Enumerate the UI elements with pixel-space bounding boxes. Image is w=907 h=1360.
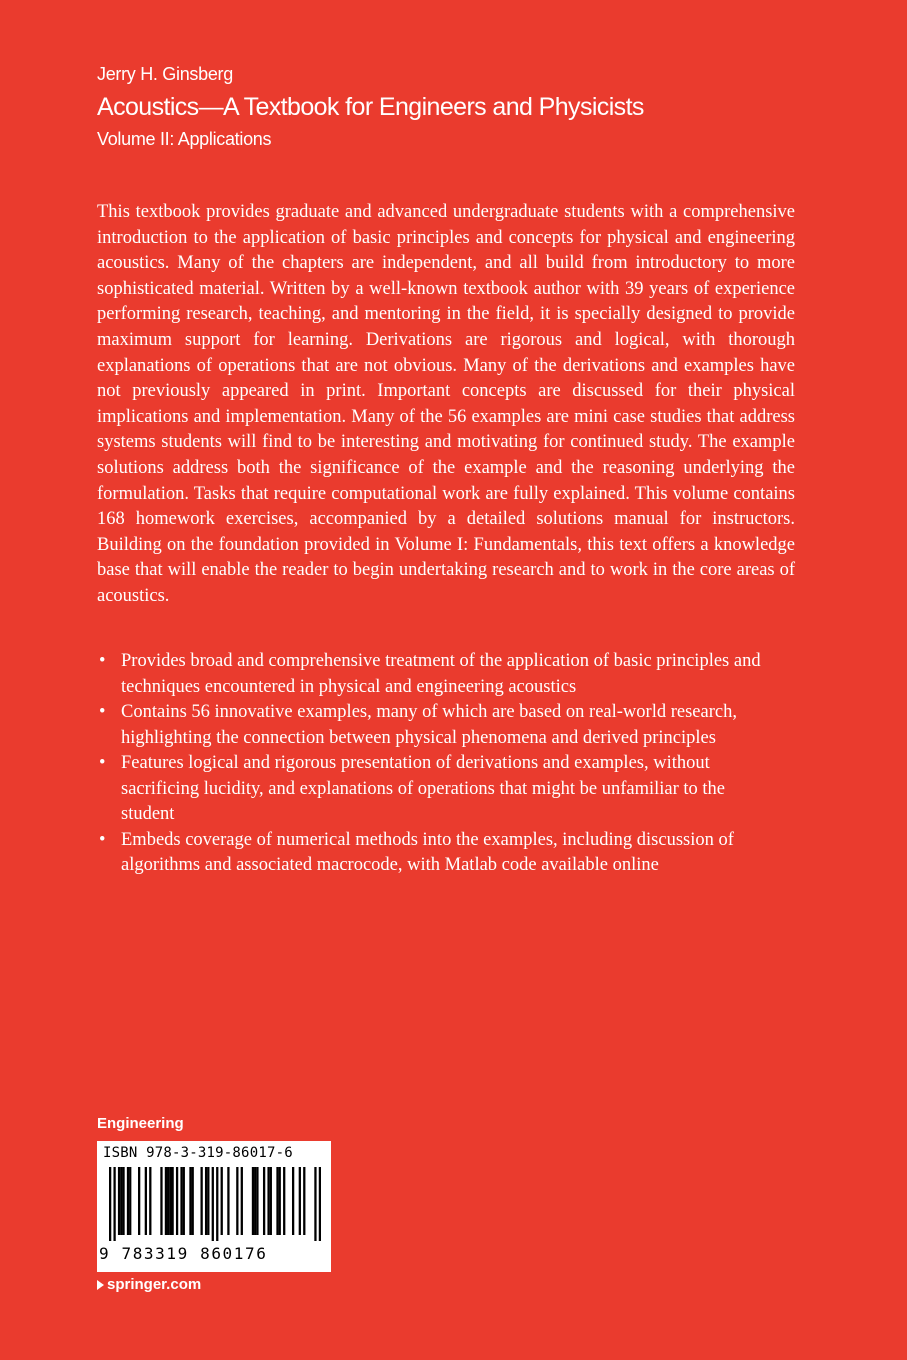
barcode-bar bbox=[160, 1167, 162, 1235]
barcode-bar bbox=[254, 1167, 256, 1235]
barcode-bar bbox=[167, 1167, 169, 1235]
barcode-bar bbox=[113, 1167, 115, 1241]
barcode-bar bbox=[267, 1167, 269, 1235]
barcode-bar bbox=[192, 1167, 194, 1235]
book-description: This textbook provides graduate and advanced undergraduate students with a comprehensive introduction to the application of basic principles and concepts for physical and engineering acoustics. Many of the chapters are independent, and all build from introductory to more sophisticated material. Written by a well-known textbook author with 39 years of experience performing research, teaching, and mentoring in the field, it is specially designed to provide maximum support for learning. Derivations are rigorous and logical, with thorough explanations of operations that are not obvious. Many of the derivations and examples have not previously appeared in print. Important concepts are discussed for their physical implications and implementation. Many of the 56 examples are mini case studies that address systems students will find to be interesting and motivating for continued study. The example solutions address both the significance of the example and the reasoning underlying the formulation. Tasks that require computational work are fully explained. This volume contains 168 homework exercises, accompanied by a detailed solutions manual for instructors. Building on the foundation provided in Volume I: Fundamentals, this text offers a knowledge base that will enable the reader to begin undertaking research and to work in the core areas of acoustics. bbox=[97, 202, 795, 606]
barcode-bar bbox=[263, 1167, 265, 1235]
book-title: Acoustics—A Textbook for Engineers and Physicists bbox=[97, 93, 644, 121]
barcode-bar bbox=[276, 1167, 278, 1235]
barcode-bar bbox=[169, 1167, 171, 1235]
author-name: Jerry H. Ginsberg bbox=[97, 64, 233, 84]
barcode-bar bbox=[176, 1167, 178, 1235]
isbn-barcode bbox=[97, 1141, 331, 1272]
barcode-bar bbox=[127, 1167, 129, 1235]
feature-list bbox=[97, 649, 777, 879]
barcode-bar bbox=[221, 1167, 223, 1235]
barcode-bar bbox=[118, 1167, 120, 1235]
barcode-bar bbox=[207, 1167, 209, 1235]
barcode-bar bbox=[120, 1167, 122, 1235]
list-item: • Contains 56 innovative examples, many of which are based on real-world research, highlighting the connection between physical phenomena and derived principles bbox=[97, 700, 777, 751]
volume-subtitle: Volume II: Applications bbox=[97, 129, 272, 149]
barcode-bar bbox=[149, 1167, 151, 1235]
barcode-bar bbox=[292, 1167, 294, 1235]
barcode-bar bbox=[109, 1167, 111, 1241]
barcode-bar bbox=[270, 1167, 272, 1235]
barcode-bar bbox=[227, 1167, 229, 1235]
barcode-bar bbox=[138, 1167, 140, 1235]
barcode-bar bbox=[279, 1167, 281, 1235]
barcode-bar bbox=[171, 1167, 173, 1235]
barcode-bar bbox=[212, 1167, 214, 1241]
barcode-bar bbox=[216, 1167, 218, 1241]
publisher-website[interactable] bbox=[97, 1276, 201, 1293]
barcode-bar bbox=[200, 1167, 202, 1235]
barcode-bar bbox=[283, 1167, 285, 1235]
list-item: • Features logical and rigorous presentation of derivations and examples, without sacrificing lucidity, and explanations of operations that might be unfamiliar to the student bbox=[97, 751, 777, 828]
subject-category: Engineering bbox=[97, 1115, 184, 1132]
barcode-bar bbox=[252, 1167, 254, 1235]
barcode-bars bbox=[109, 1167, 321, 1241]
isbn-label: ISBN 978-3-319-86017-6 bbox=[103, 1145, 293, 1161]
barcode-bar bbox=[180, 1167, 182, 1235]
barcode-bar bbox=[122, 1167, 124, 1235]
barcode-bar bbox=[145, 1167, 147, 1235]
website-label: springer.com bbox=[107, 1276, 202, 1293]
barcode-bar bbox=[236, 1167, 238, 1235]
barcode-bar bbox=[129, 1167, 131, 1235]
barcode-bar bbox=[189, 1167, 191, 1235]
barcode-bar bbox=[303, 1167, 305, 1235]
list-item: • Provides broad and comprehensive treatment of the application of basic principles and techniques encountered in physical and engineering acoustics bbox=[97, 649, 777, 700]
barcode-bar bbox=[241, 1167, 243, 1235]
barcode-bar bbox=[314, 1167, 316, 1241]
barcode-bar bbox=[165, 1167, 167, 1235]
barcode-digits: 9 783319 860176 bbox=[99, 1244, 268, 1263]
barcode-bar bbox=[319, 1167, 321, 1241]
list-item: • Embeds coverage of numerical methods into the examples, including discussion of algorithms and associated macrocode, with Matlab code available online bbox=[97, 828, 777, 879]
arrow-right-icon bbox=[97, 1280, 104, 1290]
barcode-bar bbox=[205, 1167, 207, 1235]
barcode-bar bbox=[183, 1167, 185, 1235]
barcode-bar bbox=[256, 1167, 258, 1235]
barcode-bar bbox=[299, 1167, 301, 1235]
